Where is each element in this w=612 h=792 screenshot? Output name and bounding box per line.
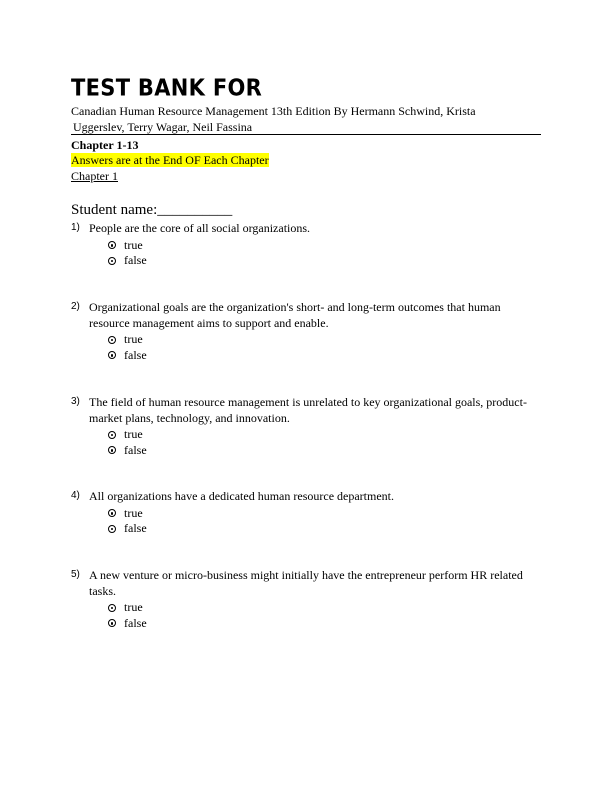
choice-label: true [124,505,143,520]
choice-label: true [124,332,143,347]
chapter-label: Chapter 1 [71,169,118,183]
choice-true[interactable] [108,506,531,522]
choice-label: false [124,347,147,362]
choice-label: false [124,442,147,457]
answer-choices [108,427,531,458]
choice-label: true [124,237,143,252]
choice-label: false [124,253,147,268]
choice-label: true [124,600,143,615]
question-number: 3) [71,396,80,407]
choice-false[interactable] [108,616,531,632]
question-1 [71,221,531,269]
answer-choices [108,600,531,631]
answer-choices [108,332,531,363]
student-name-field: Student name:__________ [71,202,233,218]
chapter-range: Chapter 1-13 [71,138,139,152]
choice-false[interactable] [108,348,531,364]
question-text: People are the core of all social organizations. [89,221,311,235]
radio-button-icon[interactable] [108,446,116,454]
radio-button-icon[interactable] [108,351,116,359]
radio-button-icon[interactable] [108,509,116,517]
question-number: 1) [71,222,80,233]
choice-true[interactable] [108,238,531,254]
radio-button-icon[interactable] [108,257,116,265]
document-title: TEST BANK FOR [71,75,263,101]
question-4 [71,489,531,537]
radio-button-icon[interactable] [108,619,116,627]
choice-label: false [124,521,147,536]
question-text: Organizational goals are the organization's short- and long-term outcomes that human resource management aims to support and enable. [89,300,501,330]
question-text: The field of human resource management is unrelated to key organizational goals, product-market plans, technology, and innovation. [89,395,527,425]
choice-false[interactable] [108,443,531,459]
answer-choices [108,238,531,269]
choice-true[interactable] [108,600,531,616]
document-subtitle [71,103,531,135]
radio-button-icon[interactable] [108,336,116,344]
question-number: 5) [71,569,80,580]
subtitle-line-1: Canadian Human Resource Management 13th Edition By Hermann Schwind, Krista [71,104,476,118]
question-2 [71,300,531,363]
choice-label: false [124,615,147,630]
question-text: A new venture or micro-business might initially have the entrepreneur perform HR related tasks. [89,568,523,598]
choice-false[interactable] [108,253,531,269]
subtitle-line-2: Uggerslev, Terry Wagar, Neil Fassina [73,120,253,134]
question-text: All organizations have a dedicated human resource department. [89,489,394,503]
question-number: 2) [71,301,80,312]
question-3 [71,395,531,458]
question-number: 4) [71,490,80,501]
radio-button-icon[interactable] [108,604,116,612]
question-5 [71,568,531,631]
answer-choices [108,506,531,537]
choice-false[interactable] [108,521,531,537]
choice-true[interactable] [108,332,531,348]
answers-note-highlight: Answers are at the End OF Each Chapter [71,153,269,167]
radio-button-icon[interactable] [108,241,116,249]
radio-button-icon[interactable] [108,431,116,439]
choice-label: true [124,427,143,442]
radio-button-icon[interactable] [108,525,116,533]
choice-true[interactable] [108,427,531,443]
header-divider [71,134,541,135]
